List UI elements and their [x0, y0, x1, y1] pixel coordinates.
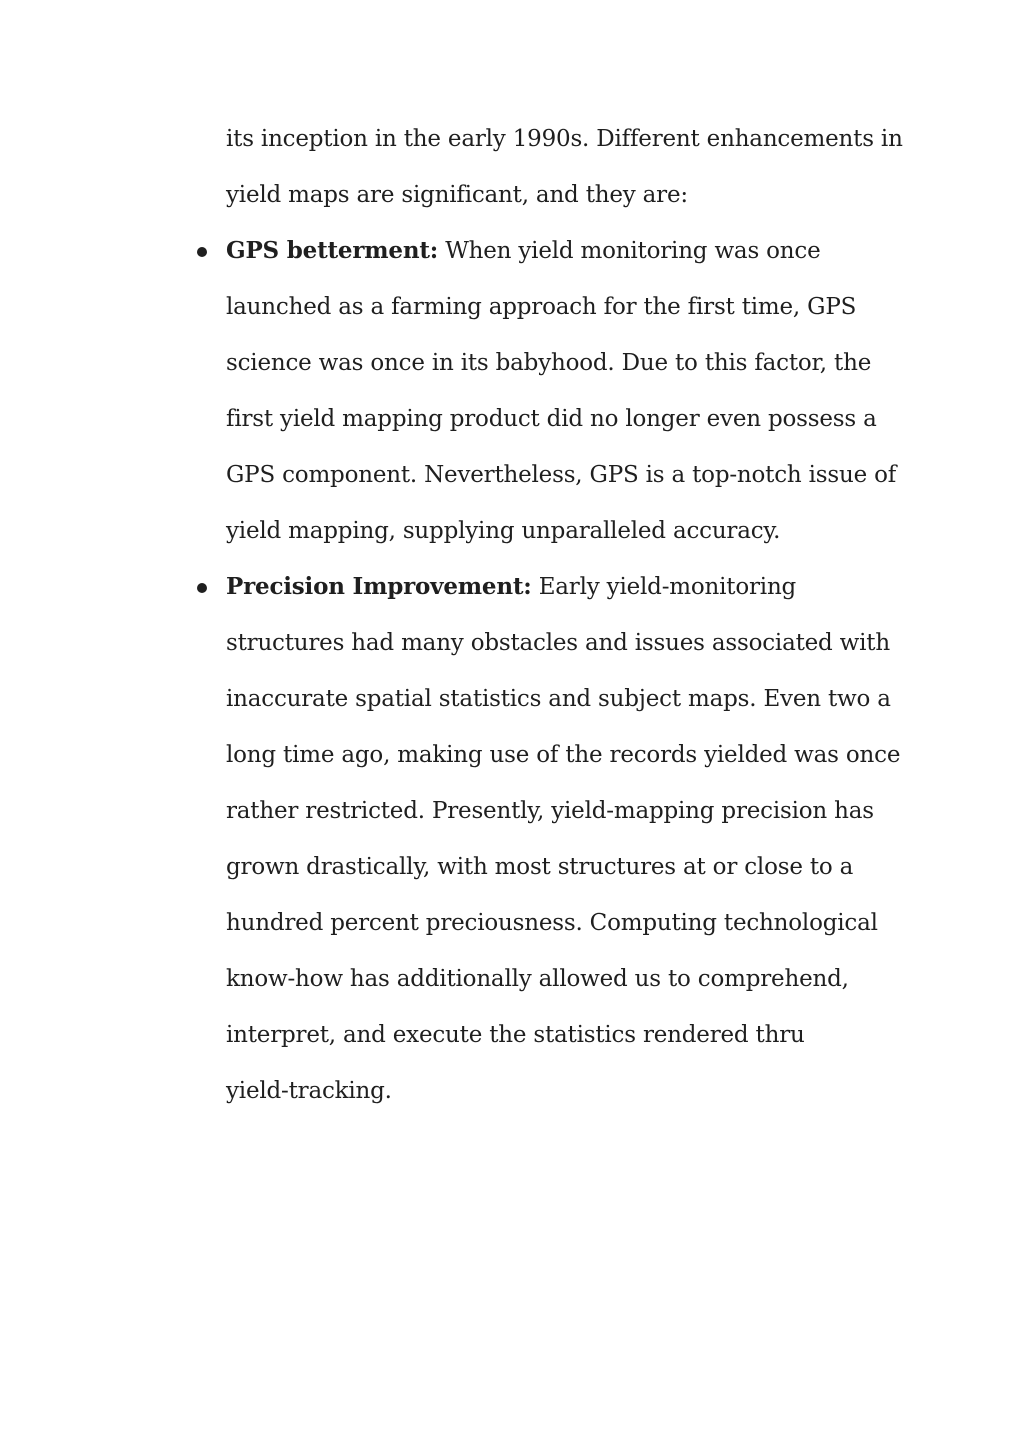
text-line: yield maps are significant, and they are:	[226, 182, 688, 208]
text-line: grown drastically, with most structures at or close to a	[226, 854, 854, 880]
bullet-first-line-text: When yield monitoring was once	[438, 238, 821, 264]
text-line: yield mapping, supplying unparalleled accuracy.	[226, 518, 781, 544]
text-line: launched as a farming approach for the first time, GPS	[226, 294, 857, 320]
text-line: rather restricted. Presently, yield-mapping precision has	[226, 798, 874, 824]
text-line: GPS component. Nevertheless, GPS is a top-notch issue of	[226, 462, 897, 488]
bullet-icon	[197, 247, 207, 257]
bullet-lead: GPS betterment:	[226, 237, 439, 264]
text-line: inaccurate spatial statistics and subject maps. Even two a	[226, 686, 891, 712]
text-line: structures had many obstacles and issues associated with	[226, 630, 890, 656]
text-line	[226, 559, 906, 615]
intro-paragraph	[226, 111, 906, 223]
text-line: hundred percent preciousness. Computing technological	[226, 910, 878, 936]
text-line: know-how has additionally allowed us to comprehend,	[226, 966, 849, 992]
text-line	[226, 223, 906, 279]
bullet-item-precision-improvement	[226, 559, 906, 1119]
text-line: science was once in its babyhood. Due to this factor, the	[226, 350, 872, 376]
text-line: first yield mapping product did no longer even possess a	[226, 406, 877, 432]
text-line: yield-tracking.	[226, 1078, 392, 1104]
text-line: its inception in the early 1990s. Different enhancements in	[226, 126, 903, 152]
text-line: interpret, and execute the statistics rendered thru	[226, 1022, 805, 1048]
bullet-item-gps-betterment	[226, 223, 906, 559]
bullet-first-line-text: Early yield-monitoring	[531, 574, 797, 600]
bullet-lead: Precision Improvement:	[226, 573, 532, 600]
text-line: long time ago, making use of the records yielded was once	[226, 742, 901, 768]
bullet-icon	[197, 583, 207, 593]
